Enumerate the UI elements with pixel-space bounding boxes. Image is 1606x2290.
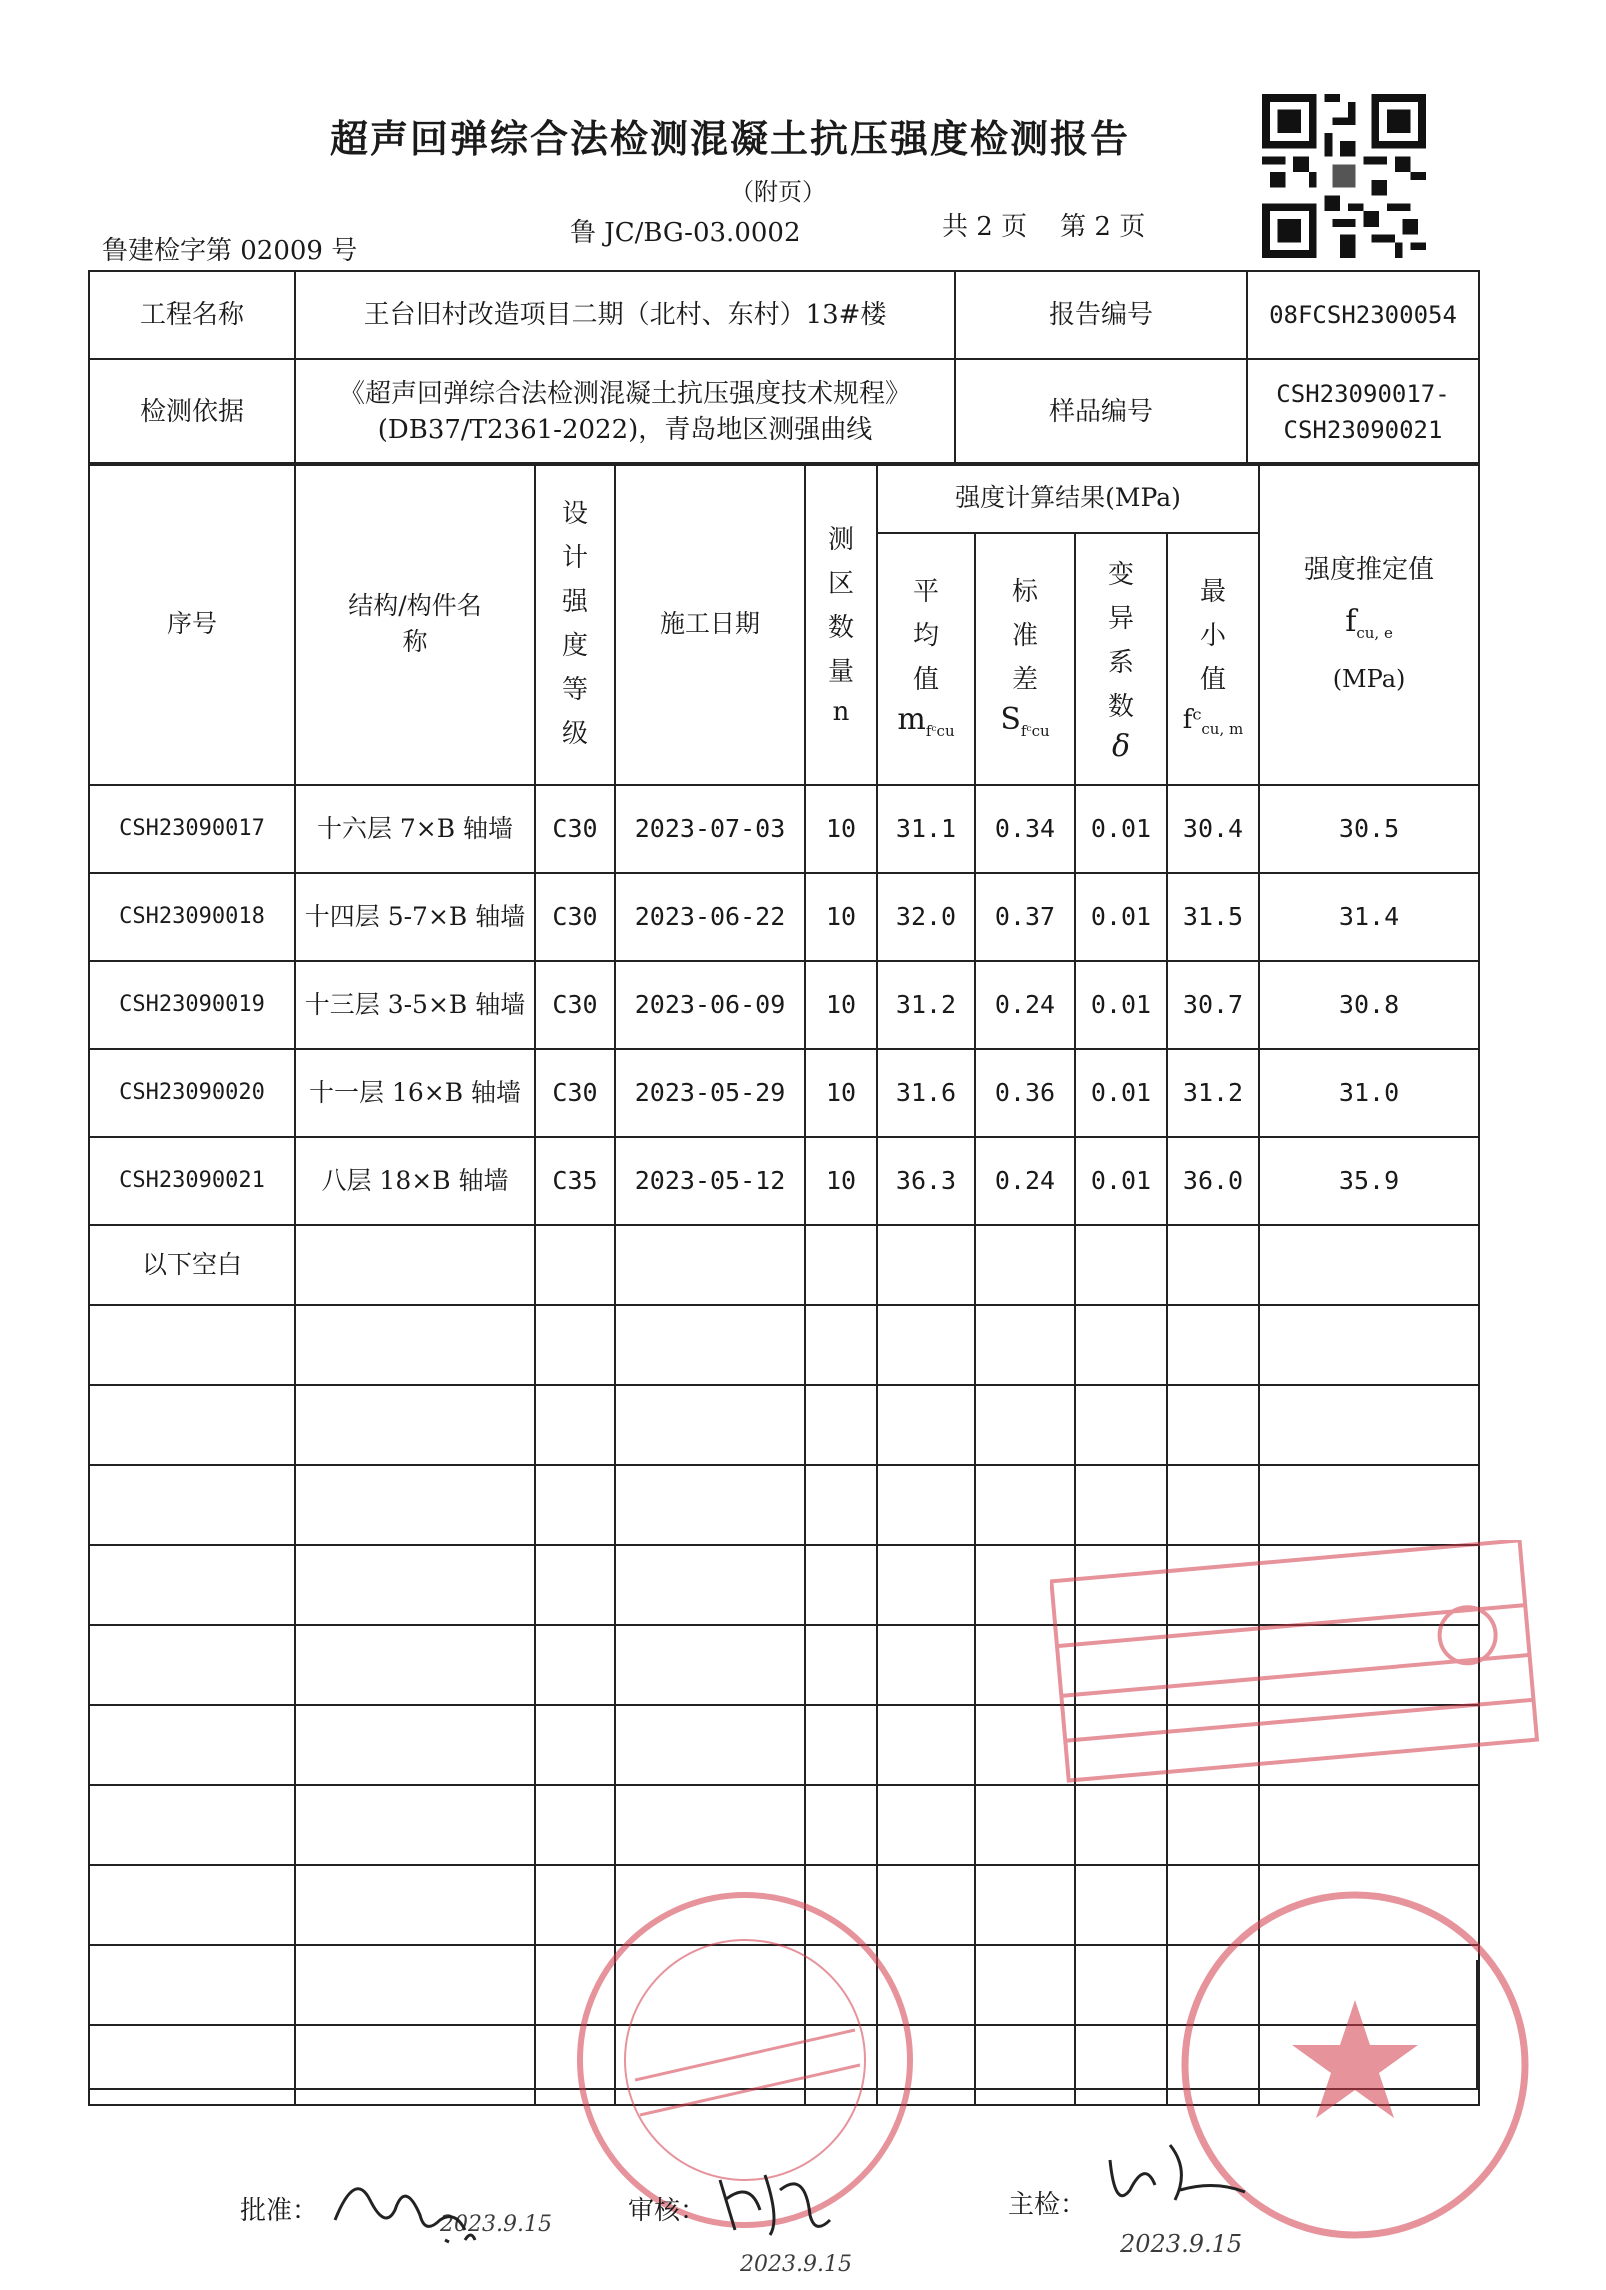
row-estimate: 35.9 [1259,1137,1479,1225]
row-date: 2023-05-29 [615,1049,805,1137]
row-member: 八层 18×B 轴墙 [295,1137,535,1225]
row-mean: 32.0 [877,873,975,961]
review-label: 审核： [628,2196,707,2226]
approver-signature-icon [325,2160,495,2260]
row-grade: C30 [535,873,615,961]
basis-label: 检测依据 [89,359,295,465]
row-member: 十三层 3-5×B 轴墙 [295,961,535,1049]
table-row-empty [89,1305,1479,1385]
row-seq: CSH23090017 [89,785,295,873]
sample-no-value [1247,359,1479,465]
row-date: 2023-07-03 [615,785,805,873]
table-row-empty [89,1385,1479,1465]
table-row [89,1049,1479,1137]
row-estimate: 30.8 [1259,961,1479,1049]
header-date: 施工日期 [615,463,805,785]
row-count: 10 [805,961,877,1049]
header-calc-group: 强度计算结果(MPa) [877,463,1259,533]
results-table [88,462,1480,2106]
row-mean: 36.3 [877,1137,975,1225]
approve-date: 2023.9.15 [440,2212,552,2237]
reviewer-signature-icon [710,2160,840,2250]
row-seq: CSH23090021 [89,1137,295,1225]
approve-label: 批准： [240,2196,319,2226]
row-member: 十六层 7×B 轴墙 [295,785,535,873]
row-mean: 31.1 [877,785,975,873]
row-cv: 0.01 [1075,1137,1167,1225]
row-count: 10 [805,785,877,873]
row-cv: 0.01 [1075,873,1167,961]
sample-no-line1: CSH23090017- [1276,380,1450,408]
row-grade: C35 [535,1137,615,1225]
row-grade: C30 [535,1049,615,1137]
inspector-date: 2023.9.15 [1120,2230,1243,2258]
report-subtitle: （附页） [730,178,826,206]
form-code: 鲁 JC/BG-03.0002 [570,218,801,248]
row-min: 30.4 [1167,785,1259,873]
row-estimate: 31.0 [1259,1049,1479,1137]
inspector-label: 主检： [1008,2190,1087,2220]
header-count: 测区数量 n [805,463,877,785]
qr-code-icon [1262,94,1426,258]
project-label: 工程名称 [89,271,295,359]
row-min: 36.0 [1167,1137,1259,1225]
report-no-label: 报告编号 [955,271,1247,359]
row-date: 2023-05-12 [615,1137,805,1225]
engineer-seal-icon [1050,1540,1550,1800]
table-row [89,1137,1479,1225]
header-cv: 变异系数 δ [1075,533,1167,785]
header-estimate: 强度推定值 $f_{cu, e}$ (MPa) [1259,463,1479,785]
header-min: 最小值 fᶜ$_{cu, m}$ [1167,533,1259,785]
row-min: 30.7 [1167,961,1259,1049]
row-date: 2023-06-09 [615,961,805,1049]
sample-no-line2: CSH23090021 [1283,416,1443,444]
row-sd: 0.24 [975,961,1075,1049]
row-grade: C30 [535,785,615,873]
row-sd: 0.36 [975,1049,1075,1137]
report-title: 超声回弹综合法检测混凝土抗压强度检测报告 [330,117,1131,161]
table-row-empty [89,1465,1479,1545]
header-seq: 序号 [89,463,295,785]
row-sd: 0.37 [975,873,1075,961]
blank-note: 以下空白 [89,1225,295,1305]
sample-no-label: 样品编号 [955,359,1247,465]
header-mean: 平均值 $m_{fᶜcu}$ [877,533,975,785]
info-table [88,270,1480,466]
row-seq: CSH23090018 [89,873,295,961]
row-cv: 0.01 [1075,961,1167,1049]
row-mean: 31.2 [877,961,975,1049]
row-mean: 31.6 [877,1049,975,1137]
review-date: 2023.9.15 [740,2252,852,2277]
basis-line2: (DB37/T2361-2022)，青岛地区测强曲线 [377,415,873,445]
row-cv: 0.01 [1075,1049,1167,1137]
row-estimate: 30.5 [1259,785,1479,873]
row-sd: 0.24 [975,1137,1075,1225]
row-count: 10 [805,1049,877,1137]
header-sd: 标准差 $S_{fᶜcu}$ [975,533,1075,785]
header-grade: 设计强度等级 [535,463,615,785]
row-seq: CSH23090020 [89,1049,295,1137]
row-min: 31.5 [1167,873,1259,961]
row-count: 10 [805,1137,877,1225]
row-sd: 0.34 [975,785,1075,873]
row-date: 2023-06-22 [615,873,805,961]
license-number: 鲁建检字第 02009 号 [102,236,358,266]
table-row [89,873,1479,961]
page-info: 共 2 页 第 2 页 [942,212,1146,242]
row-member: 十四层 5-7×B 轴墙 [295,873,535,961]
row-estimate: 31.4 [1259,873,1479,961]
row-cv: 0.01 [1075,785,1167,873]
table-row [89,785,1479,873]
basis-line1: 《超声回弹综合法检测混凝土抗压强度技术规程》 [338,379,911,409]
project-value: 王台旧村改造项目二期（北村、东村）13#楼 [295,271,955,359]
inspector-signature-icon [1095,2130,1255,2230]
report-no-value: 08FCSH2300054 [1247,271,1479,359]
table-row [89,961,1479,1049]
row-seq: CSH23090019 [89,961,295,1049]
row-grade: C30 [535,961,615,1049]
basis-value [295,359,955,465]
row-count: 10 [805,873,877,961]
row-member: 十一层 16×B 轴墙 [295,1049,535,1137]
table-row [89,1225,1479,1305]
header-member: 结构/构件名称 [295,463,535,785]
row-min: 31.2 [1167,1049,1259,1137]
